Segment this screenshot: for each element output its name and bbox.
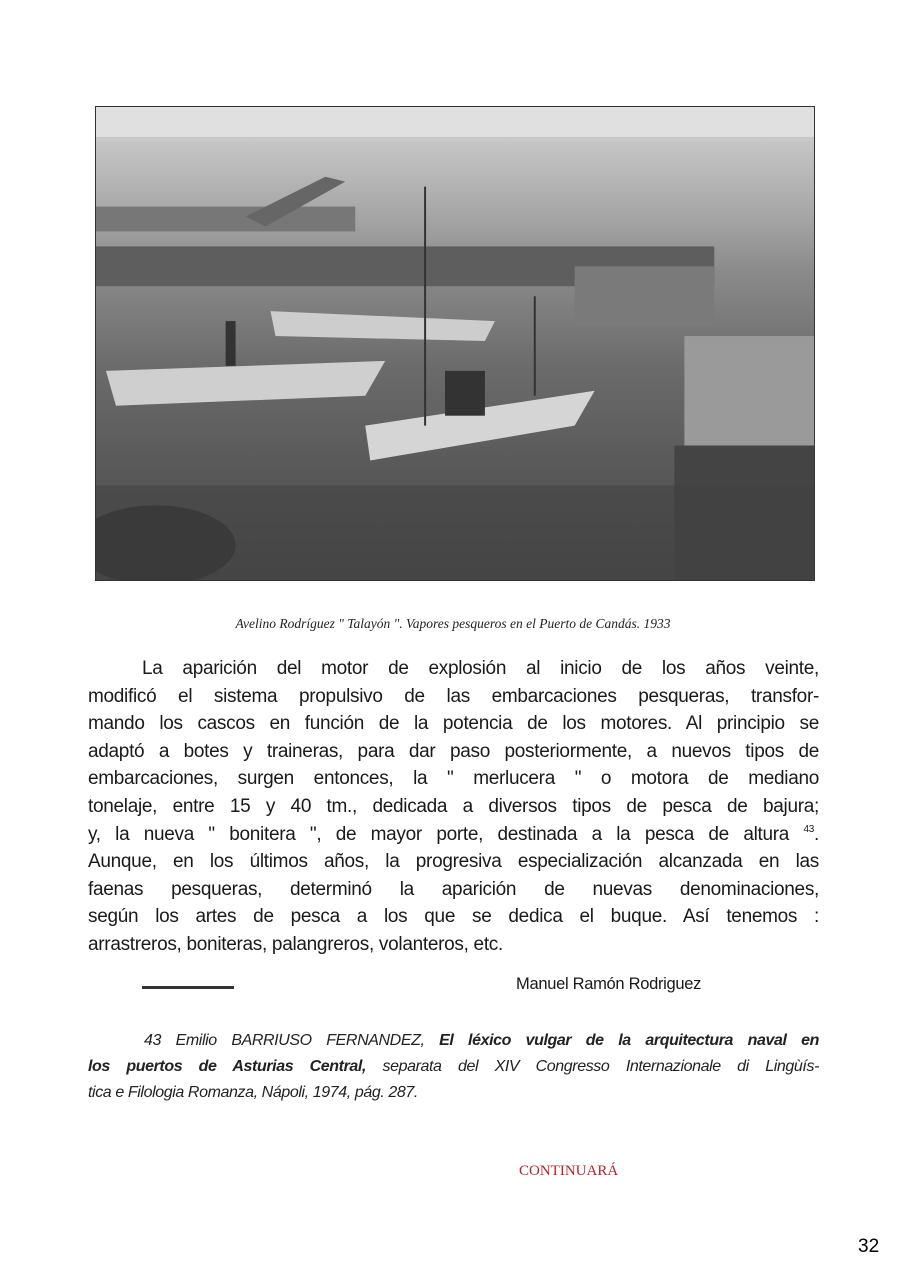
footnote-divider	[142, 986, 234, 989]
body-line: embarcaciones, surgen entonces, la " merlucera " o motora de mediano	[88, 768, 819, 790]
body-line: según los artes de pesca a los que se dedica el buque. Así tenemos :	[88, 906, 819, 928]
body-line: modificó el sistema propulsivo de las embarcaciones pesqueras, transfor-	[88, 685, 819, 707]
footnote-title: El léxico vulgar de la arquitectura naval en	[439, 1032, 819, 1049]
fishing-boats-photo-illustration	[96, 107, 814, 580]
body-line: faenas pesqueras, determinó la aparición de nuevas denominaciones,	[88, 878, 819, 900]
body-line: tonelaje, entre 15 y 40 tm., dedicada a diversos tipos de pesca de bajura;	[88, 795, 819, 817]
body-line: adaptó a botes y traineras, para dar paso posteriormente, a nuevos tipos de	[88, 740, 819, 762]
body-line-text: y, la nueva " bonitera ", de mayor porte, destinada a la pesca de altura	[88, 823, 790, 845]
footnote-source: separata del XIV Congresso Internazionale di Lingùís-	[382, 1058, 819, 1075]
author-name: Manuel Ramón Rodriguez	[516, 975, 702, 993]
footnote	[88, 1028, 819, 1106]
body-line: Aunque, en los últimos años, la progresiva especialización alcanzada en las	[88, 851, 819, 873]
harbor-photo	[95, 106, 815, 581]
footnote-reference[interactable]: 43	[803, 823, 815, 835]
photo-caption: Avelino Rodríguez " Talayón ". Vapores pesqueros en el Puerto de Candás. 1933	[235, 616, 671, 631]
body-paragraph	[88, 655, 819, 959]
footnote-title: los puertos de Asturias Central,	[88, 1058, 367, 1075]
body-line: arrastreros, boniteras, palangreros, volanteros, etc.	[88, 933, 503, 955]
footnote-line	[88, 1028, 819, 1054]
footnote-author: 43 Emilio BARRIUSO FERNANDEZ,	[144, 1032, 425, 1049]
body-line-with-footnote: y, la nueva " bonitera ", de mayor porte, destinada a la pesca de altura $^{43}$.	[88, 823, 819, 845]
body-line: mando los cascos en función de la potencia de los motores. Al principio se	[88, 713, 819, 735]
page-number: 32	[858, 1236, 880, 1257]
continued-label: CONTINUARÁ	[519, 1163, 619, 1179]
footnote-line: tica e Filologia Romanza, Nápoli, 1974, pág. 287.	[88, 1084, 418, 1101]
footnote-line	[88, 1054, 819, 1080]
body-line: La aparición del motor de explosión al inicio de los años veinte,	[142, 658, 819, 679]
